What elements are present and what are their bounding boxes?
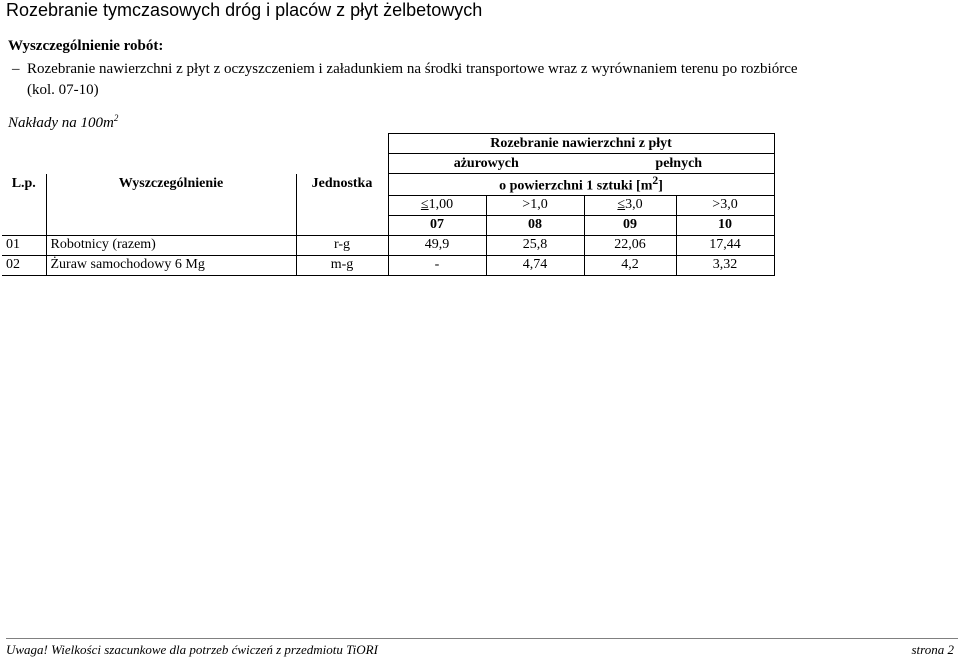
row-value: 25,8 [486, 235, 584, 255]
footer-note: Uwaga! Wielkości szacunkowe dla potrzeb ćwiczeń z przedmiotu TiORI [6, 642, 378, 657]
row-value: - [388, 255, 486, 275]
table-row [2, 255, 774, 275]
bullet-dash: – [12, 61, 20, 77]
group-title: Rozebranie nawierzchni z płyt [388, 134, 774, 154]
costs-heading [8, 113, 118, 132]
row-unit: r-g [296, 235, 388, 255]
footer-divider [6, 638, 958, 639]
row-value: 22,06 [584, 235, 676, 255]
page-number: strona 2 [911, 642, 954, 657]
area-label-text: o powierzchni 1 sztuki [m [499, 178, 653, 194]
col-number: 09 [584, 215, 676, 235]
row-value: 3,32 [676, 255, 774, 275]
sub-azurowych: ażurowych [388, 154, 584, 174]
costs-label: Nakłady na 100m [8, 115, 114, 131]
col-number: 10 [676, 215, 774, 235]
costs-sup: 2 [113, 113, 119, 123]
page-title: Rozebranie tymczasowych dróg i placów z płyt żelbetowych [6, 0, 483, 20]
row-value: 49,9 [388, 235, 486, 255]
col-number: 08 [486, 215, 584, 235]
col-number: 07 [388, 215, 486, 235]
le-symbol: ≤ [420, 197, 429, 213]
row-lp: 01 [2, 235, 46, 255]
row-value: 4,74 [486, 255, 584, 275]
work-line-1: Rozebranie nawierzchni z płyt z oczyszczeniem i załadunkiem na środki transportowe wraz z wyrównaniem terenu po rozbiórce [27, 61, 798, 77]
work-heading: Wyszczególnienie robót: [8, 38, 164, 54]
le-symbol: ≤ [617, 197, 626, 213]
row-lp: 02 [2, 255, 46, 275]
work-line-2: (kol. 07-10) [27, 82, 99, 98]
range-cell: ≤1,00 [388, 195, 486, 215]
table-row [2, 235, 774, 255]
row-value: 17,44 [676, 235, 774, 255]
row-value: 4,2 [584, 255, 676, 275]
col-unit-header: Jednostka [296, 174, 388, 196]
norms-table [2, 133, 775, 276]
work-description [27, 59, 957, 101]
area-sup: 2 [652, 174, 659, 187]
sub-pelnych: pełnych [584, 154, 774, 174]
area-label [388, 174, 774, 196]
row-desc: Żuraw samochodowy 6 Mg [46, 255, 296, 275]
row-desc: Robotnicy (razem) [46, 235, 296, 255]
area-close: ] [658, 178, 663, 194]
col-lp-header: L.p. [2, 174, 46, 196]
col-desc-header: Wyszczególnienie [46, 174, 296, 196]
range-cell: >3,0 [676, 195, 774, 215]
range-cell: ≤3,0 [584, 195, 676, 215]
row-unit: m-g [296, 255, 388, 275]
range-cell: >1,0 [486, 195, 584, 215]
